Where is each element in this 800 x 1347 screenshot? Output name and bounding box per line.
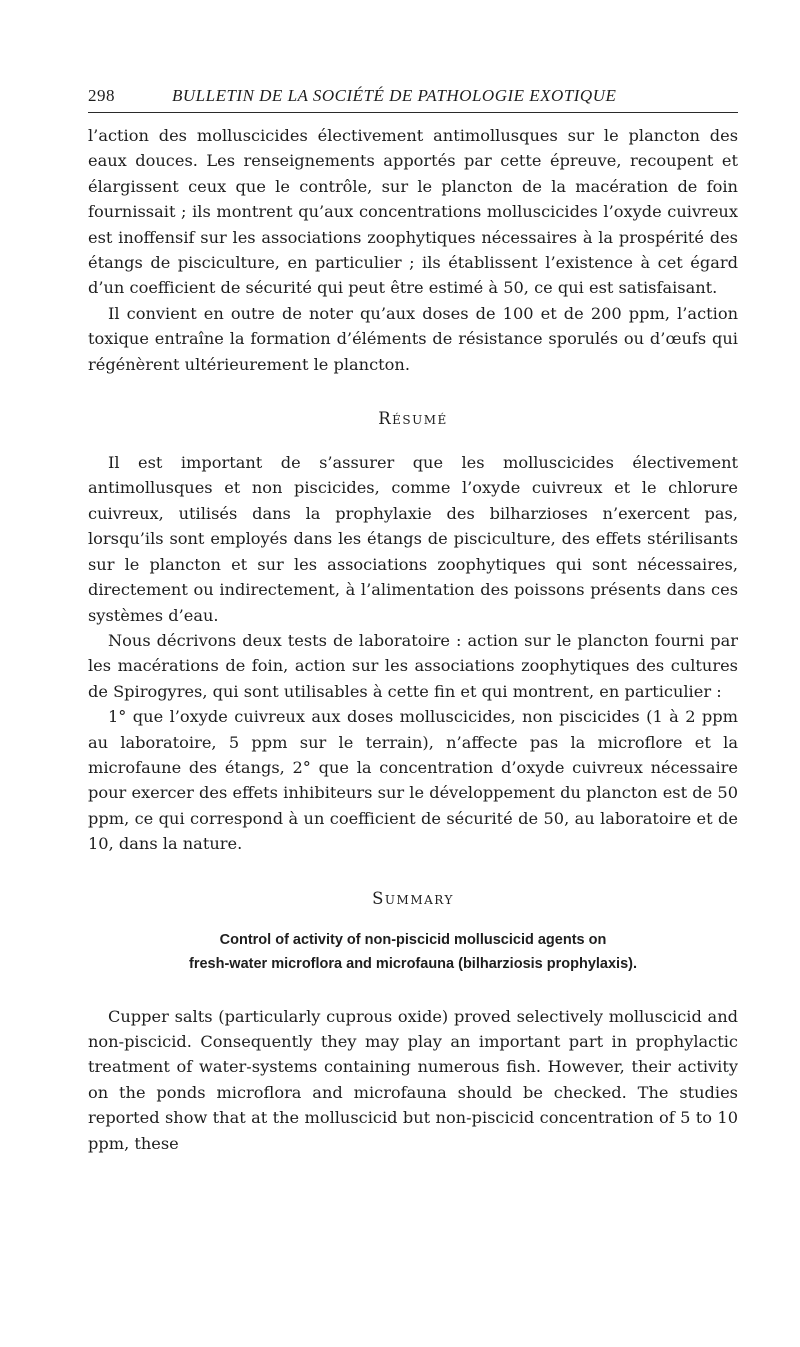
body-paragraph: Il convient en outre de noter qu’aux doses de 100 et de 200 ppm, l’action toxique entraîne la formation d’éléments de résistance sporulés ou d’œufs qui régénèrent ultérieurement le plancton. (88, 303, 738, 374)
summary-title-line: fresh-water microflora and microfauna (bilharziosis prophylaxis). (189, 955, 637, 972)
body-paragraph-continued: l’action des molluscicides électivement antimollusques sur le plancton des eaux douces. Les renseignements apportés par cette épreuve, recoupent et élargissent ceux que le contrôle, sur le plancton de la macération de foin fournissait ; ils montrent qu’aux concentrations molluscicides l’oxyde cuivreux est inoffensif sur les associations zoophytiques nécessaires à la prospérité des étangs de pisciculture, en particulier ; ils établissent l’existence à cet égard d’un coefficient de sécurité qui peut être estimé à 50, ce qui est satisfaisant. (88, 126, 738, 298)
resume-paragraph: Nous décrivons deux tests de laboratoire : action sur le plancton fourni par les macérations de foin, action sur les associations zoophytiques des cultures de Spirogyres, qui sont utilisables à cette fin et qui montrent, en particulier : (88, 630, 738, 701)
resume-paragraph: Il est important de s’assurer que les molluscicides électivement antimollusques et non piscicides, comme l’oxyde cuivreux et le chlorure cuivreux, utilisés dans la prophylaxie des bilharzioses n’exercent pas, lorsqu’ils sont employés dans les étangs de pisciculture, des effets stérilisants sur le plancton et sur les associations zoophytiques qui sont nécessaires, directement ou indirectement, à l’alimentation des poissons présents dans ces systèmes d’eau. (88, 453, 738, 625)
running-header (88, 78, 738, 113)
resume-paragraph: 1° que l’oxyde cuivreux aux doses molluscicides, non piscicides (1 à 2 ppm au laboratoire, 5 ppm sur le terrain), n’affecte pas la microflore et la microfaune des étangs, 2° que la concentration d’oxyde cuivreux nécessaire pour exercer des effets inhibiteurs sur le développement du plancton est de 50 ppm, ce qui correspond à un coefficient de sécurité de 50, au laboratoire et de 10, dans la nature. (88, 707, 738, 854)
summary-paragraph: Cupper salts (particularly cuprous oxide) proved selectively molluscicid and non-piscicid. Consequently they may play an important part in prophylactic treatment of water-systems containing numerous fish. However, their activity on the ponds microflora and microfauna should be checked. The studies reported show that at the molluscicid but non-piscicid concentration of 5 to 10 ppm, these (88, 1006, 738, 1153)
journal-title: BULLETIN DE LA SOCIÉTÉ DE PATHOLOGIE EXOTIQUE (172, 86, 617, 105)
summary-title-line: Control of activity of non-piscicid molluscicid agents on (219, 931, 607, 948)
summary-title (88, 928, 738, 976)
page (88, 78, 738, 1156)
resume-heading: Résumé (378, 409, 448, 429)
summary-heading: Summary (372, 888, 454, 908)
page-number: 298 (88, 86, 115, 105)
